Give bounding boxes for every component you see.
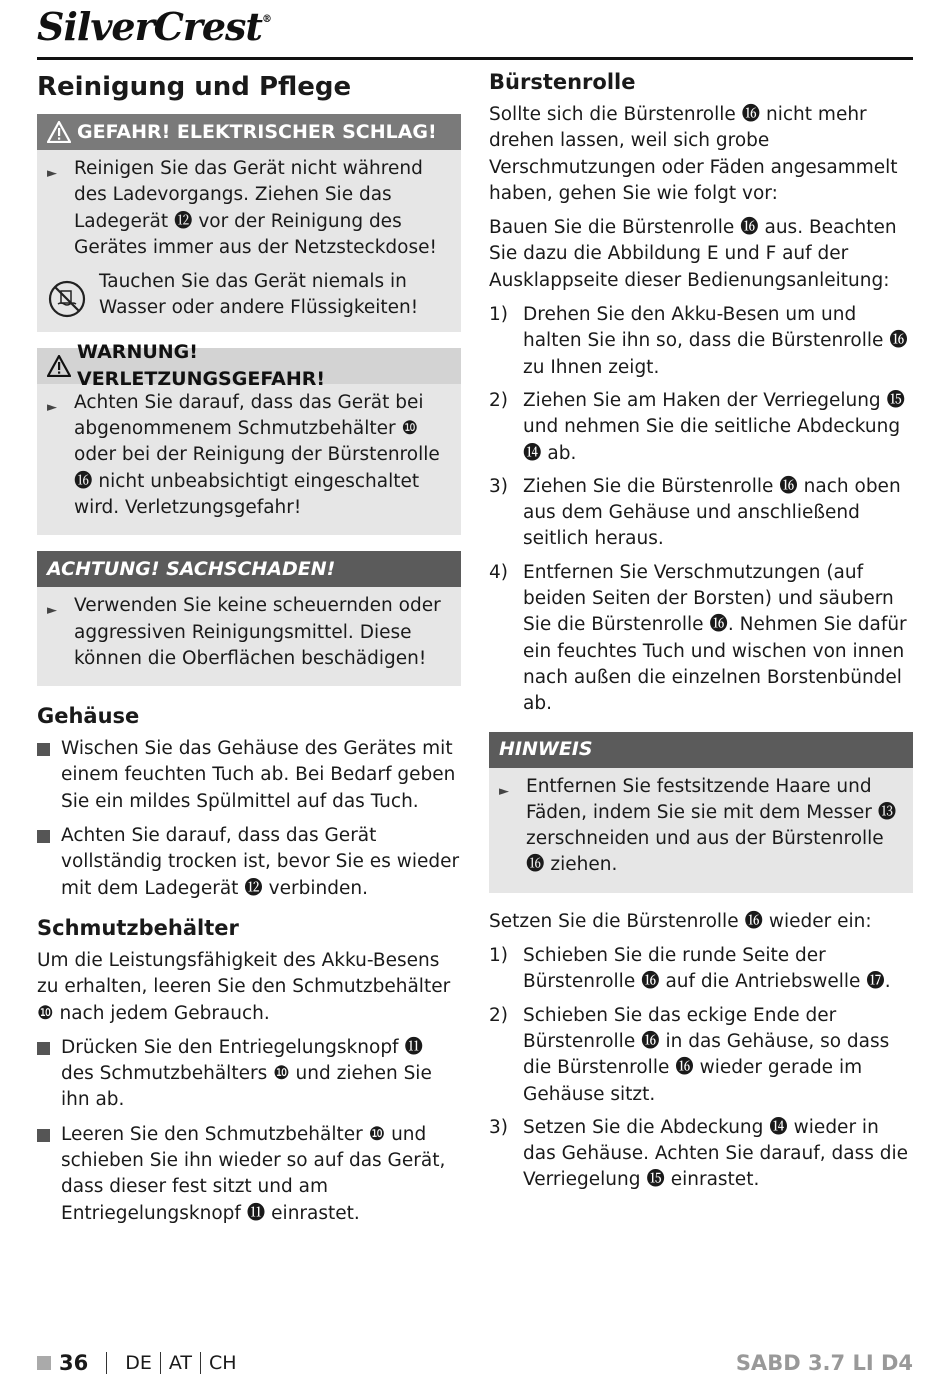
registered-mark: ®: [261, 14, 271, 25]
lang-at: AT: [168, 1351, 193, 1374]
step-number: 3): [489, 1116, 508, 1138]
list-item: [37, 1035, 461, 1114]
brush-paragraph: Sollte sich die Bürstenrolle ⓰ nicht mehr drehen lassen, weil sich grobe Verschmutzungen oder Fäden angesammelt haben, gehen Sie wie folgt vor:: [489, 104, 898, 204]
square-bullet-icon: [37, 1042, 50, 1055]
list-item: [37, 1122, 461, 1227]
numbered-step: [489, 1003, 913, 1108]
arrow-bullet-icon: ►: [47, 603, 57, 619]
hint-heading-text: HINWEIS: [499, 738, 593, 761]
hint-box: [489, 732, 913, 893]
no-water-note: [47, 269, 451, 322]
caution-item-text: Verwenden Sie keine scheuernden oder aggressiven Reinigungsmittel. Diese können die Oberflächen beschädigen!: [74, 595, 441, 669]
model-number: SABD 3.7 LI D4: [735, 1351, 913, 1375]
step-number: 1): [489, 945, 508, 967]
list-item: [37, 823, 461, 902]
list-item: [47, 390, 451, 521]
warning-triangle-icon: [47, 121, 71, 143]
numbered-step: [489, 560, 913, 718]
header-rule: [37, 57, 913, 60]
lang-divider: [200, 1352, 201, 1374]
section-heading-brush: Bürstenrolle: [489, 70, 636, 94]
no-water-text: Tauchen Sie das Gerät niemals in Wasser oder andere Flüssigkeiten!: [99, 271, 419, 319]
list-item: [499, 774, 903, 879]
step-text: Setzen Sie die Abdeckung ⓮ wieder in das Gehäuse. Achten Sie darauf, dass die Verriegelung ⓯ einrastet.: [523, 1116, 909, 1191]
section-heading-bin: Schmutzbehälter: [37, 915, 239, 940]
bin-item-text: Leeren Sie den Schmutzbehälter ❿ und schieben Sie ihn wieder so auf das Gerät, dass dieser fest sitzt und am Entriegelungsknopf ⓫ einrastet.: [61, 1123, 446, 1224]
numbered-step: [489, 474, 913, 553]
lang-de: DE: [125, 1351, 152, 1374]
right-column: [489, 64, 913, 1201]
caution-heading-text: ACHTUNG! SACHSCHADEN!: [47, 558, 336, 581]
step-number: 3): [489, 475, 508, 497]
page-footer: [37, 1348, 913, 1378]
section-heading-housing: Gehäuse: [37, 704, 140, 729]
left-column: [37, 64, 461, 1235]
housing-item-text: Achten Sie darauf, dass das Gerät vollständig trocken ist, bevor Sie es wieder mit dem Ladegerät ⓬ verbinden.: [61, 825, 460, 899]
bin-item-text: Drücken Sie den Entriegelungsknopf ⓫ des Schmutzbehälters ❿ und ziehen Sie ihn ab.: [61, 1036, 432, 1111]
step-text: Schieben Sie die runde Seite der Bürstenrolle ⓰ auf die Antriebswelle ⓱.: [523, 945, 891, 993]
list-item: [37, 736, 461, 815]
warning-box: [37, 341, 461, 535]
caution-heading: [37, 551, 461, 587]
danger-item-text: Reinigen Sie das Gerät nicht während des Ladevorgangs. Ziehen Sie das Ladegerät ⓬ vor der Reinigung des Gerätes immer aus der Netzsteckdose!: [74, 158, 437, 258]
footer-divider: [106, 1352, 107, 1374]
arrow-bullet-icon: ►: [499, 783, 509, 799]
step-number: 4): [489, 561, 508, 583]
brand-logo: [37, 4, 271, 49]
list-item: [47, 156, 451, 261]
language-codes: [125, 1352, 236, 1375]
brand-name: SilverCrest: [37, 4, 262, 49]
step-number: 2): [489, 1004, 508, 1026]
arrow-bullet-icon: ►: [47, 399, 57, 415]
hint-item-text: Entfernen Sie festsitzende Haare und Fäden, indem Sie sie mit dem Messer ⓭ zerschneiden und aus der Bürstenrolle ⓰ ziehen.: [526, 775, 897, 876]
step-text: Drehen Sie den Akku-Besen um und halten Sie ihn so, dass die Bürstenrolle ⓰ zu Ihnen zeigt.: [523, 304, 908, 378]
square-bullet-icon: [37, 830, 50, 843]
lang-divider: [160, 1352, 161, 1374]
numbered-step: [489, 388, 913, 467]
housing-item-text: Wischen Sie das Gehäuse des Gerätes mit einem feuchten Tuch ab. Bei Bedarf geben Sie ein mildes Spülmittel auf das Tuch.: [61, 738, 456, 812]
lang-ch: CH: [209, 1351, 237, 1374]
reinstall-intro: Setzen Sie die Bürstenrolle ⓰ wieder ein:: [489, 910, 872, 932]
page-number: 36: [59, 1351, 89, 1375]
brush-paragraph: Bauen Sie die Bürstenrolle ⓰ aus. Beachten Sie dazu die Abbildung E und F auf der Ausklappseite dieser Bedienungsanleitung:: [489, 217, 897, 291]
hint-heading: [489, 732, 913, 768]
footer-square-icon: [37, 1356, 51, 1370]
warning-triangle-icon: [47, 355, 71, 377]
warning-item-text: Achten Sie darauf, dass das Gerät bei abgenommenem Schmutzbehälter ❿ oder bei der Reinigung der Bürstenrolle ⓰ nicht unbeabsichtigt eingeschaltet wird. Verletzungsgefahr!: [74, 391, 440, 518]
step-number: 2): [489, 389, 508, 411]
numbered-step: [489, 943, 913, 996]
step-text: Ziehen Sie am Haken der Verriegelung ⓯ und nehmen Sie die seitliche Abdeckung ⓮ ab.: [523, 389, 906, 464]
warning-heading-text: WARNUNG! VERLETZUNGSGEFAHR!: [77, 341, 326, 390]
danger-box: [37, 114, 461, 332]
square-bullet-icon: [37, 743, 50, 756]
danger-heading-text: GEFAHR! ELEKTRISCHER SCHLAG!: [77, 120, 437, 143]
numbered-step: [489, 1115, 913, 1194]
square-bullet-icon: [37, 1129, 50, 1142]
step-text: Entfernen Sie Verschmutzungen (auf beiden Seiten der Borsten) und säubern Sie die Bürstenrolle ⓰. Nehmen Sie dafür ein feuchtes Tuch und wischen von innen nach außen die einzelnen Borstenbündel ab.: [523, 561, 907, 715]
warning-heading: [37, 341, 461, 390]
caution-box: [37, 551, 461, 686]
step-text: Ziehen Sie die Bürstenrolle ⓰ nach oben aus dem Gehäuse und anschließend seitlich heraus.: [523, 475, 901, 550]
list-item: [47, 593, 451, 672]
step-text: Schieben Sie das eckige Ende der Bürstenrolle ⓰ in das Gehäuse, so dass die Bürstenrolle ⓰ wieder gerade im Gehäuse sitzt.: [523, 1004, 890, 1105]
numbered-step: [489, 302, 913, 381]
arrow-bullet-icon: ►: [47, 166, 57, 181]
bin-intro: Um die Leistungsfähigkeit des Akku-Besens zu erhalten, leeren Sie den Schmutzbehälter ❿ nach jedem Gebrauch.: [37, 949, 451, 1024]
page-title: Reinigung und Pflege: [37, 72, 352, 102]
no-water-immersion-icon: [47, 279, 87, 319]
step-number: 1): [489, 304, 508, 326]
danger-heading: [37, 114, 461, 150]
